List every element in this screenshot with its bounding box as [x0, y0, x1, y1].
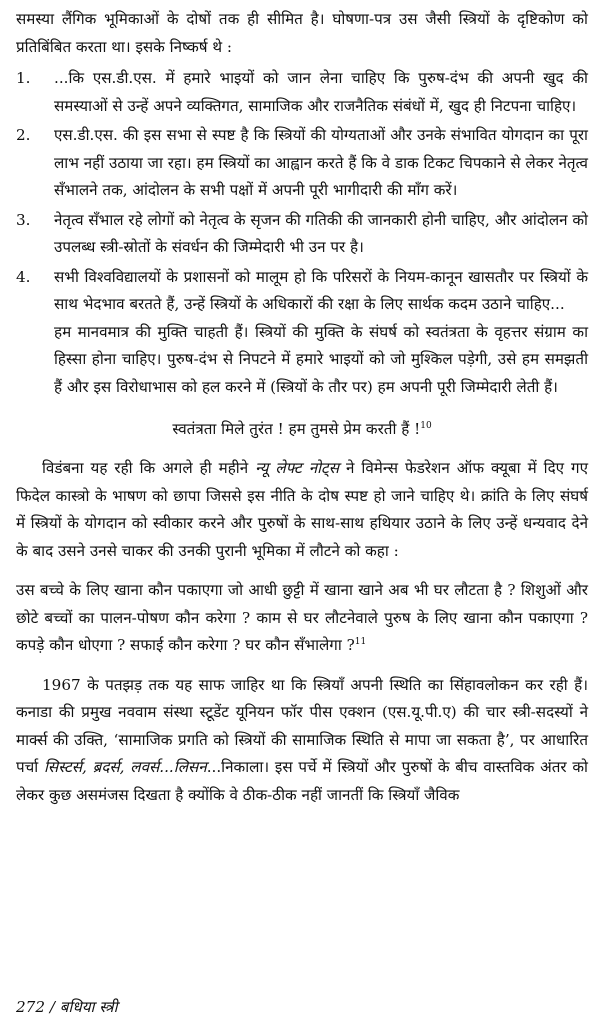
castro-quote [16, 577, 588, 660]
list-number: 3. [16, 210, 31, 229]
castro-quote-text: उस बच्चे के लिए खाना कौन पकाएगा जो आधी छुट्टी में खाना खाने अब भी घर लौटता है ? शिशुओं और छोटे बच्चों का पालन-पोषण कौन करेगा ? काम से घर लौटनेवाले पुरुष के लिए खाना कौन पकाएगा ? कपड़े कौन धोएगा ? सफाई कौन करेगा ? घर कौन सँभालेगा ? [16, 581, 588, 654]
newspaper-title: न्यू लेफ्ट नोट्स [255, 459, 339, 477]
footnote-ref: 11 [354, 636, 367, 647]
intro-paragraph: समस्या लैंगिक भूमिकाओं के दोषों तक ही सीमित है। घोषणा-पत्र उस जैसी स्त्रियों के दृष्टिकोण को प्रतिबिंबित करता था। इसके निष्कर्ष थे : [16, 10, 588, 56]
paragraph-castro-intro [16, 455, 588, 565]
page-footer: 272 / बधिया स्त्री [16, 998, 118, 1016]
paragraph-1967 [16, 672, 588, 810]
footnote-ref: 10 [420, 420, 432, 431]
slogan [16, 415, 588, 443]
list-text: ...कि एस.डी.एस. में हमारे भाइयों को जान लेना चाहिए कि पुरुष-दंभ की अपनी खुद की समस्याओं से उन्हें अपने व्यक्तिगत, सामाजिक और राजनैतिक संबंधों में, खुद ही निटपना चाहिए। [54, 69, 588, 115]
list-text: एस.डी.एस. की इस सभा से स्पष्ट है कि स्त्रियों की योग्यताओं और उनके संभावित योगदान का पूरा लाभ नहीं उठाया जा रहा। हम स्त्रियों का आह्वान करते हैं कि वे डाक टिकट चिपकाने से लेकर नेतृत्व सँभालने तक, आंदोलन के सभी पक्षों में अपनी पूरी भागीदारी की माँग करें। [54, 126, 588, 199]
pamphlet-title: सिस्टर्स, ब्रदर्स, लवर्स...लिसन [44, 758, 207, 776]
para2-before: विडंबना यह रही कि अगले ही महीने [42, 459, 256, 477]
list-text: नेतृत्व सँभाल रहे लोगों को नेतृत्व के सृजन की गतिकी की जानकारी होनी चाहिए, और आंदोलन को उपलब्ध स्त्री-स्रोतों के संवर्धन की जिम्मेदारी भी उन पर है। [54, 210, 588, 256]
closing-quote: हम मानवमात्र की मुक्ति चाहती हैं। स्त्रियों की मुक्ति के संघर्ष को स्वतंत्रता के वृहत्तर संग्राम का हिस्सा होना चाहिए। पुरुष-दंभ से निपटने में हमारे भाइयों को जो मुश्किल पड़ेगी, उसे हम समझती हैं और इस विरोधाभास को हल करने में (स्त्रियों के तौर पर) हम अपनी पूरी जिम्मेदारी लेती हैं। [54, 322, 589, 396]
manifesto-points [16, 65, 588, 319]
list-item [16, 264, 588, 319]
slogan-text: स्वतंत्रता मिले तुरंत ! हम तुमसे प्रेम करती हैं ! [172, 420, 421, 438]
para3-after: ...निकाला। इस पर्चे में स्त्रियों और पुरुषों के बीच वास्तविक अंतर को लेकर कुछ असमंजस दिखता है क्योंकि वे ठीक-ठीक नहीं जानतीं कि स्त्रियाँ जैविक [16, 758, 588, 804]
list-item [16, 122, 588, 205]
list-item [16, 65, 588, 120]
page-body [16, 6, 588, 809]
list-text: सभी विश्वविद्यालयों के प्रशासनों को मालूम हो कि परिसरों के नियम-कानून खासतौर पर स्त्रियों के साथ भेदभाव बरतते हैं, उन्हें स्त्रियों के अधिकारों की रक्षा के लिए सार्थक कदम उठाने चाहिए... [54, 267, 588, 313]
list-number: 2. [16, 126, 31, 144]
list-item [16, 207, 588, 262]
list-number: 1. [16, 69, 31, 87]
list-number: 4. [16, 267, 31, 286]
para2-after: ने विमेन्स फेडरेशन ऑफ क्यूबा में दिए गए फिदेल कास्त्रो के भाषण को छापा जिससे इस नीति के दोष स्पष्ट हो जाने चाहिए थे। क्रांति के लिए संघर्ष में स्त्रियों के योगदान को स्वीकार करने और पुरुषों के साथ-साथ हथियार उठाने के लिए उन्हें धन्यवाद देने के बाद उसने उनसे चाकर की उनकी पुरानी भूमिका में लौटने को कहा : [16, 459, 588, 560]
para3-before: 1967 के पतझड़ तक यह साफ जाहिर था कि स्त्रियाँ अपनी स्थिति का सिंहावलोकन कर रही हैं। कनाडा की प्रमुख नववाम संस्था स्टूडेंट यूनियन फॉर पीस एक्शन (एस.यू.पी.ए) की चार स्त्री-सदस्यों ने मार्क्स की उक्ति, ‘सामाजिक प्रगति को स्त्रियों की सामाजिक स्थिति से मापा जा सकता है’, पर आधारित पर्चा [16, 675, 588, 776]
